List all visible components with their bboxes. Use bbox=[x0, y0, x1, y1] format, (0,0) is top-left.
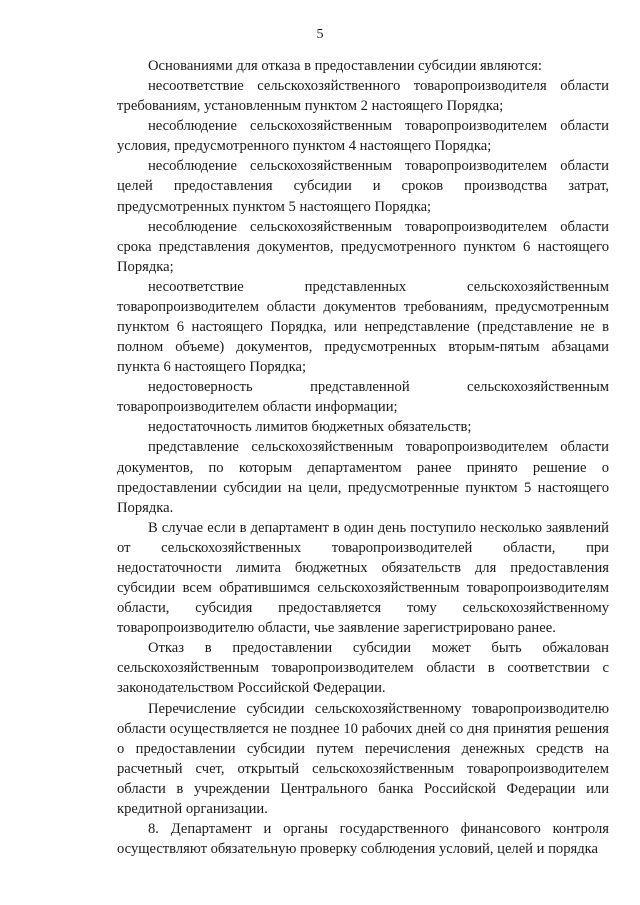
paragraph-refusal-grounds: Основаниями для отказа в предоставлении субсидии являются: bbox=[148, 58, 542, 74]
paragraph-item: недостаточность лимитов бюджетных обязательств; bbox=[148, 419, 472, 436]
paragraph-item: несоблюдение сельскохозяйственным товаропроизводителем области целей предоставления субсидии и сроков производства затрат, предусмотренных пунктом 5 настоящего Порядка; bbox=[117, 158, 609, 215]
paragraph-item: несоответствие представленных сельскохозяйственным товаропроизводителем области документов требованиям, предусмотренным пунктом 6 настоящего Порядка, или непредставление (представление не в полном объеме) документов, предусмотренных вторым-пятым абзацами пункта 6 настоящего Порядка; bbox=[117, 278, 609, 376]
paragraph-appeal: Отказ в предоставлении субсидии может быть обжалован сельскохозяйственным товаропроизводителем области в соответствии с законодательством Российской Федерации. bbox=[117, 640, 609, 697]
document-body bbox=[117, 56, 609, 859]
paragraph-item: несоблюдение сельскохозяйственным товаропроизводителем области условия, предусмотренного пунктом 4 настоящего Порядка; bbox=[117, 118, 609, 155]
paragraph-section-8: 8. Департамент и органы государственного финансового контроля осуществляют обязательную проверку соблюдения условий, целей и порядка bbox=[117, 820, 609, 858]
paragraph-transfer: Перечисление субсидии сельскохозяйственному товаропроизводителю области осуществляется не позднее 10 рабочих дней со дня принятия решения о предоставлении субсидии путем перечисления денежных средств на расчетный счет, открытый сельскохозяйственным товаропроизводителем области в учреждении Центрального банка Российской Федерации или кредитной организации. bbox=[117, 700, 609, 817]
paragraph-item: представление сельскохозяйственным товаропроизводителем области документов, по которым департаментом ранее принято решение о предоставлении субсидии на цели, предусмотренные пунктом 5 настоящего Порядка. bbox=[117, 439, 609, 516]
paragraph-same-day-applications: В случае если в департамент в один день поступило несколько заявлений от сельскохозяйственных товаропроизводителей области, при недостаточности лимита бюджетных обязательств для предоставления субсидии всем обратившимся сельскохозяйственным товаропроизводителям области, субсидия предоставляется тому сельскохозяйственному товаропроизводителю области, чье заявление зарегистрировано ранее. bbox=[117, 519, 609, 637]
paragraph-item: несоответствие сельскохозяйственного товаропроизводителя области требованиям, установленным пунктом 2 настоящего Порядка; bbox=[117, 78, 609, 115]
page-number: 5 bbox=[316, 27, 324, 42]
paragraph-item: несоблюдение сельскохозяйственным товаропроизводителем области срока представления документов, предусмотренного пунктом 6 настоящего Порядка; bbox=[117, 218, 609, 275]
paragraph-item: недостоверность представленной сельскохозяйственным товаропроизводителем области информации; bbox=[117, 379, 609, 416]
